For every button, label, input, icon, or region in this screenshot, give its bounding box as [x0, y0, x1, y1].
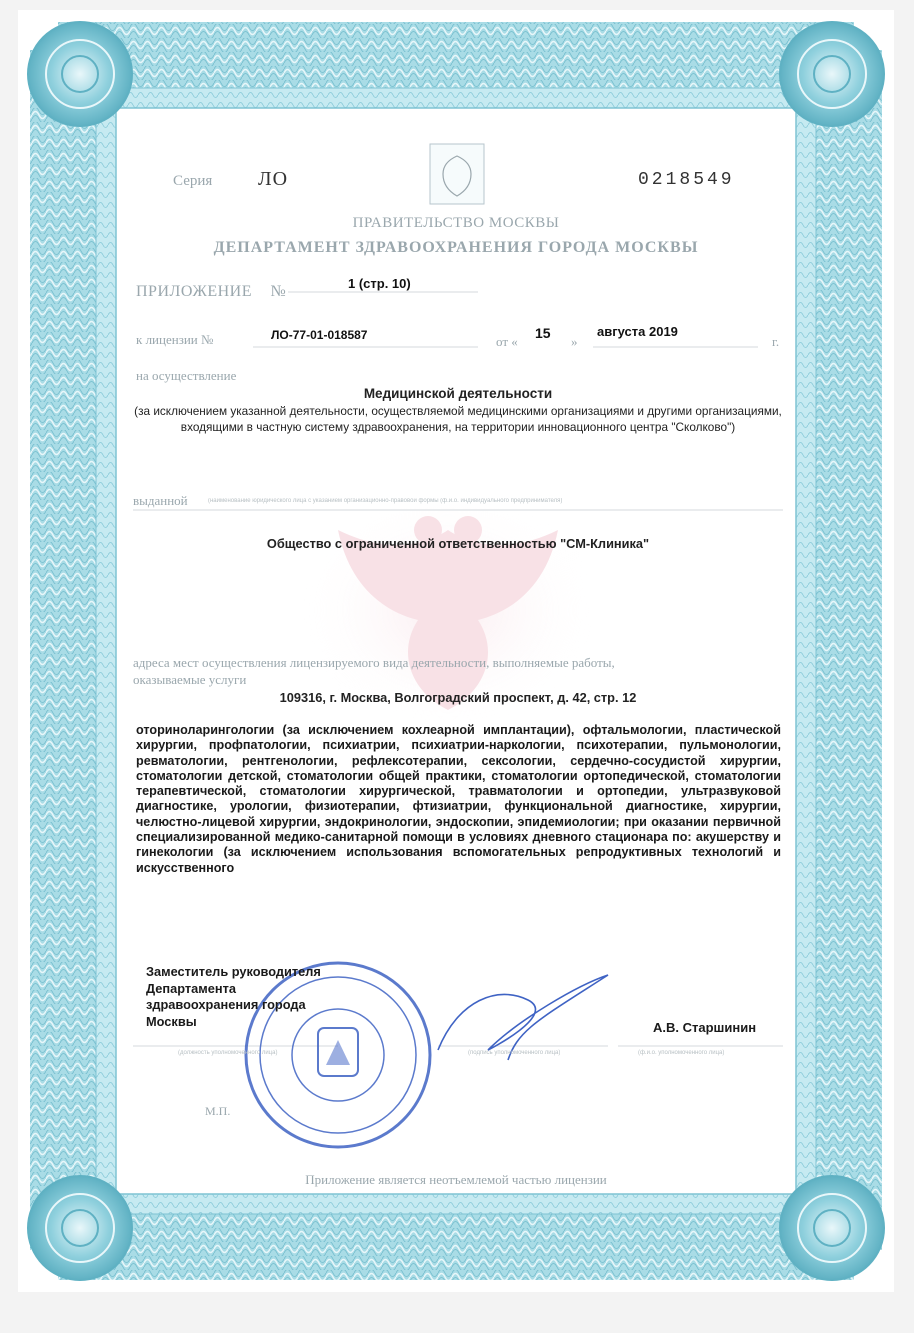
- address-label: адреса мест осуществления лицензируемого вида деятельности, выполняемые работы,: [133, 655, 615, 670]
- hint-name: (ф.и.о. уполномоченного лица): [638, 1050, 725, 1056]
- series-value: ЛО: [258, 168, 289, 190]
- corner-rosette-icon: [28, 1176, 132, 1280]
- signatory-position: [146, 964, 321, 1030]
- appendix-no-sign: №: [270, 283, 287, 300]
- license-label: к лицензии №: [136, 332, 214, 347]
- appendix-value: 1 (стр. 10): [348, 276, 411, 291]
- form-number: 0218549: [638, 170, 735, 190]
- issued-label: выданной: [133, 493, 188, 508]
- address-label-2: оказываемые услуги: [133, 672, 247, 687]
- corner-rosette-icon: [780, 22, 884, 126]
- government-title: ПРАВИТЕЛЬСТВО МОСКВЫ: [352, 215, 560, 231]
- footer-note: Приложение является неотъемлемой частью лицензии: [305, 1172, 607, 1187]
- license-month-year: августа 2019: [597, 324, 678, 339]
- signatory-line: Москвы: [146, 1013, 197, 1029]
- signatory-line: Заместитель руководителя: [146, 964, 321, 979]
- activity-note: (за исключением указанной деятельности, осуществляемой медицинскими организациями и другими организациями, входящими в частную систему здравоохранения, на территории инновационного центра "Сколково"): [134, 404, 782, 434]
- appendix-label-text: ПРИЛОЖЕНИЕ: [136, 283, 253, 300]
- mp-label: М.П.: [205, 1104, 231, 1118]
- corner-rosette-icon: [780, 1176, 884, 1280]
- license-certificate: [18, 10, 894, 1292]
- signatory-name: А.В. Старшинин: [653, 1020, 757, 1035]
- license-from-label: от «: [496, 334, 518, 349]
- organization-name: Общество с ограниченной ответственностью "СМ-Клиника": [266, 536, 650, 551]
- appendix-label: [136, 283, 286, 301]
- corner-rosette-icon: [28, 22, 132, 126]
- activity-label: на осуществление: [136, 368, 237, 383]
- license-year-suffix: г.: [772, 334, 780, 349]
- guilloche-frame: [18, 10, 894, 1292]
- services-text: оториноларингологии (за исключением кохлеарной имплантации), офтальмологии, пластической хирургии, профпатологии, психиатрии, психиатрии-наркологии, психотерапии, пульмонологии, ревматологии, рентгенологии, рефлексотерапии, сексологии, сердечно-сосудистой хирургии, стоматологии детской, стоматологии общей практики, стоматологии ортопедической, стоматологии терапевтической, стоматологии хирургической, травматологии и ортопедии, ультразвуковой диагностике, урологии, физиотерапии, фтизиатрии, функциональной диагностике, хирургии, челюстно-лицевой хирургии, эндокринологии, эндоскопии, эпидемиологии; при оказании первичной специализированной медико-санитарной помощи в условиях дневного стационара по: акушерству и гинекологии (за исключением использования вспомогательных репродуктивных технологий и искусственного: [136, 723, 781, 875]
- address-value: 109316, г. Москва, Волгоградский проспект, д. 42, стр. 12: [279, 690, 637, 705]
- signatory-line: здравоохранения города: [146, 997, 306, 1012]
- hint-signature: (подпись уполномоченного лица): [468, 1050, 561, 1056]
- signatory-line: Департамента: [146, 980, 236, 996]
- license-close-quote: »: [571, 334, 578, 349]
- department-title: ДЕПАРТАМЕНТ ЗДРАВООХРАНЕНИЯ ГОРОДА МОСКВЫ: [213, 239, 699, 256]
- license-day: 15: [535, 325, 551, 341]
- hint-position: (должность уполномоченного лица): [178, 1050, 278, 1056]
- series-label: Серия: [173, 173, 213, 189]
- activity-title: Медицинской деятельности: [363, 386, 553, 401]
- issued-hint: (наименование юридического лица с указанием организационно-правовой формы (ф.и.о. индивидуального предпринимателя): [208, 498, 563, 504]
- license-number: ЛО-77-01-018587: [271, 328, 368, 342]
